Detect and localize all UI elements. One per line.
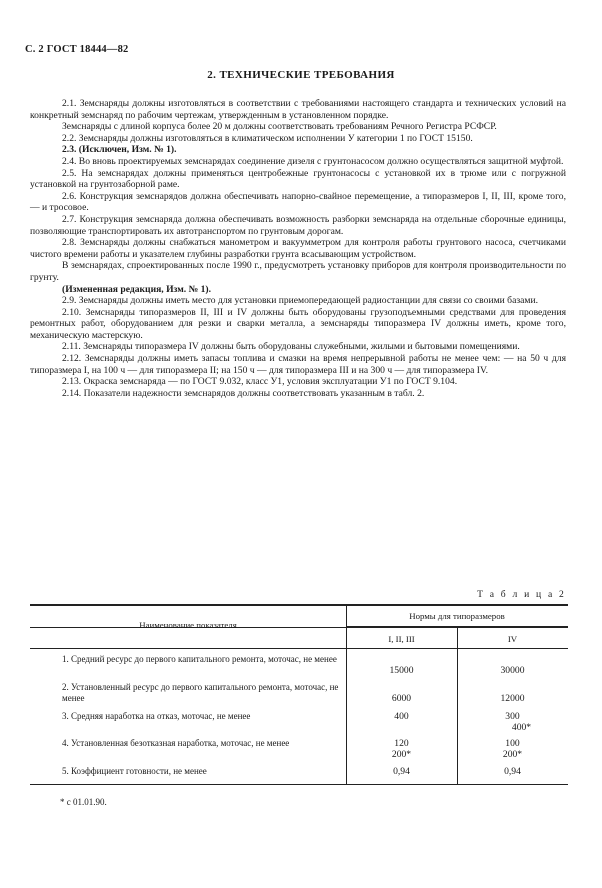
header-indicator: Наименование показателя [139, 620, 237, 630]
paragraph-2-8-1990: В земснарядах, спроектированных после 1990 г., предусмотреть установку приборов для контроля производительности по грунту. [30, 260, 566, 283]
table-vline-b [457, 626, 458, 785]
paragraph-2-6: 2.6. Конструкция земснарядов должна обеспечивать напорно-свайное перемещение, а типоразмеров I, II, III, кроме того, — и тросовое. [30, 190, 566, 214]
row-1-col-1: 15000 [389, 665, 414, 676]
table-head-bottom-full [30, 648, 568, 649]
table-top-rule [30, 605, 568, 606]
row-4-col-1: 120 [394, 738, 409, 749]
row-3-col-2-footnoted: 400* [511, 722, 532, 733]
paragraph-2-11: 2.11. Земснаряды типоразмера IV должны быть оборудованы служебными, жилыми и бытовыми помещениями. [62, 341, 520, 353]
row-5-col-1: 0,94 [393, 766, 410, 777]
paragraph-2-14: 2.14. Показатели надежности земснарядов должны соответствовать указанным в табл. 2. [62, 387, 425, 399]
row-3-col-1: 400 [394, 711, 409, 722]
paragraph-2-12: 2.12. Земснаряды должны иметь запасы топлива и смазки на время непрерывной работы не менее чем: — на 50 ч для типоразмера I, на 100 ч — для типоразмера II; на 150 ч — для типоразмера III и на 300 ч — для типоразмера IV. [30, 353, 566, 376]
requirements-text [30, 98, 566, 399]
paragraph-2-13: 2.13. Окраска земснаряда — по ГОСТ 9.032, класс У1, условия эксплуатации У1 по ГОСТ 9.104. [62, 376, 458, 388]
paragraph-amendment-note: (Измененная редакция, Изм. № 1). [62, 283, 212, 295]
paragraph-2-4: 2.4. Во вновь проектируемых земснарядах соединение дизеля с грунтонасосом должно осуществляться защитной муфтой. [62, 155, 564, 167]
paragraph-2-5: 2.5. На земснарядах должны применяться центробежные грунтонасосы с установкой их в трюме или с погружной установкой на грунтозаборной раме. [30, 167, 566, 191]
row-label-3: 3. Средняя наработка на отказ, моточас, не менее [62, 711, 251, 721]
table-bottom-rule [30, 784, 568, 785]
paragraph-2-1: 2.1. Земснаряды должны изготовляться в соответствии с требованиями настоящего стандарта и технических условий на конкретный земснаряд по рабочим чертежам, утвержденным в установленном порядке. [30, 98, 566, 121]
paragraph-2-8: 2.8. Земснаряды должны снабжаться манометром и вакуумметром для контроля работы грунтового насоса, счетчиками чистого времени работы и указателем глубины разработки грунта всасывающим устройством. [30, 237, 566, 260]
row-4-col-1-footnoted: 200* [391, 749, 412, 760]
footnote: * с 01.01.90. [60, 797, 107, 807]
row-2-col-1: 6000 [391, 693, 412, 704]
row-label-4: 4. Установленная безотказная наработка, моточас, не менее [62, 738, 290, 748]
row-2-col-2: 12000 [500, 693, 525, 704]
paragraph-2-7: 2.7. Конструкция земснаряда должна обеспечивать возможность разборки земснаряда на отдельные сборочные единицы, позволяющие транспортировать их автотранспортом по грунтовым дорогам. [30, 213, 566, 237]
row-5-col-2: 0,94 [504, 766, 521, 777]
paragraph-2-9: 2.9. Земснаряды должны иметь место для установки приемопередающей радиостанции для связи со своими базами. [62, 295, 538, 307]
header-col-4: IV [507, 634, 518, 644]
section-title: 2. ТЕХНИЧЕСКИЕ ТРЕБОВАНИЯ [207, 69, 395, 81]
row-4-col-2-footnoted: 200* [502, 749, 523, 760]
row-label-1: 1. Средний ресурс до первого капитального ремонта, моточас, не менее [62, 654, 337, 664]
table-caption: Т а б л и ц а 2 [477, 589, 566, 600]
row-4-col-2: 100 [505, 738, 520, 749]
paragraph-2-2: 2.2. Земснаряды должны изготовляться в климатическом исполнении У категории 1 по ГОСТ 15150. [62, 132, 473, 144]
row-3-col-2: 300 [505, 711, 520, 722]
paragraph-2-1-register: Земснаряды с длиной корпуса более 20 м должны соответствовать требованиям Речного Регистра РСФСР. [62, 121, 497, 133]
row-label-5: 5. Коэффициент готовности, не менее [62, 766, 207, 776]
row-label-2: 2. Установленный ресурс до первого капитального ремонта, моточас, не менее [62, 682, 339, 703]
header-norms: Нормы для типоразмеров [409, 611, 505, 621]
row-1-col-2: 30000 [500, 665, 525, 676]
paragraph-2-10: 2.10. Земснаряды типоразмеров II, III и IV должны быть оборудованы грузоподъемными средствами для проведения ремонтных работ, оборудованием для резки и сварки металла, а земснаряды типоразмера IV должны иметь, кроме того, механическую мастерскую. [30, 306, 566, 341]
paragraph-2-3: 2.3. (Исключен, Изм. № 1). [62, 144, 177, 156]
page-header: С. 2 ГОСТ 18444—82 [25, 44, 129, 55]
table-head-top [30, 604, 568, 605]
header-col-1-3: I, II, III [388, 634, 415, 644]
